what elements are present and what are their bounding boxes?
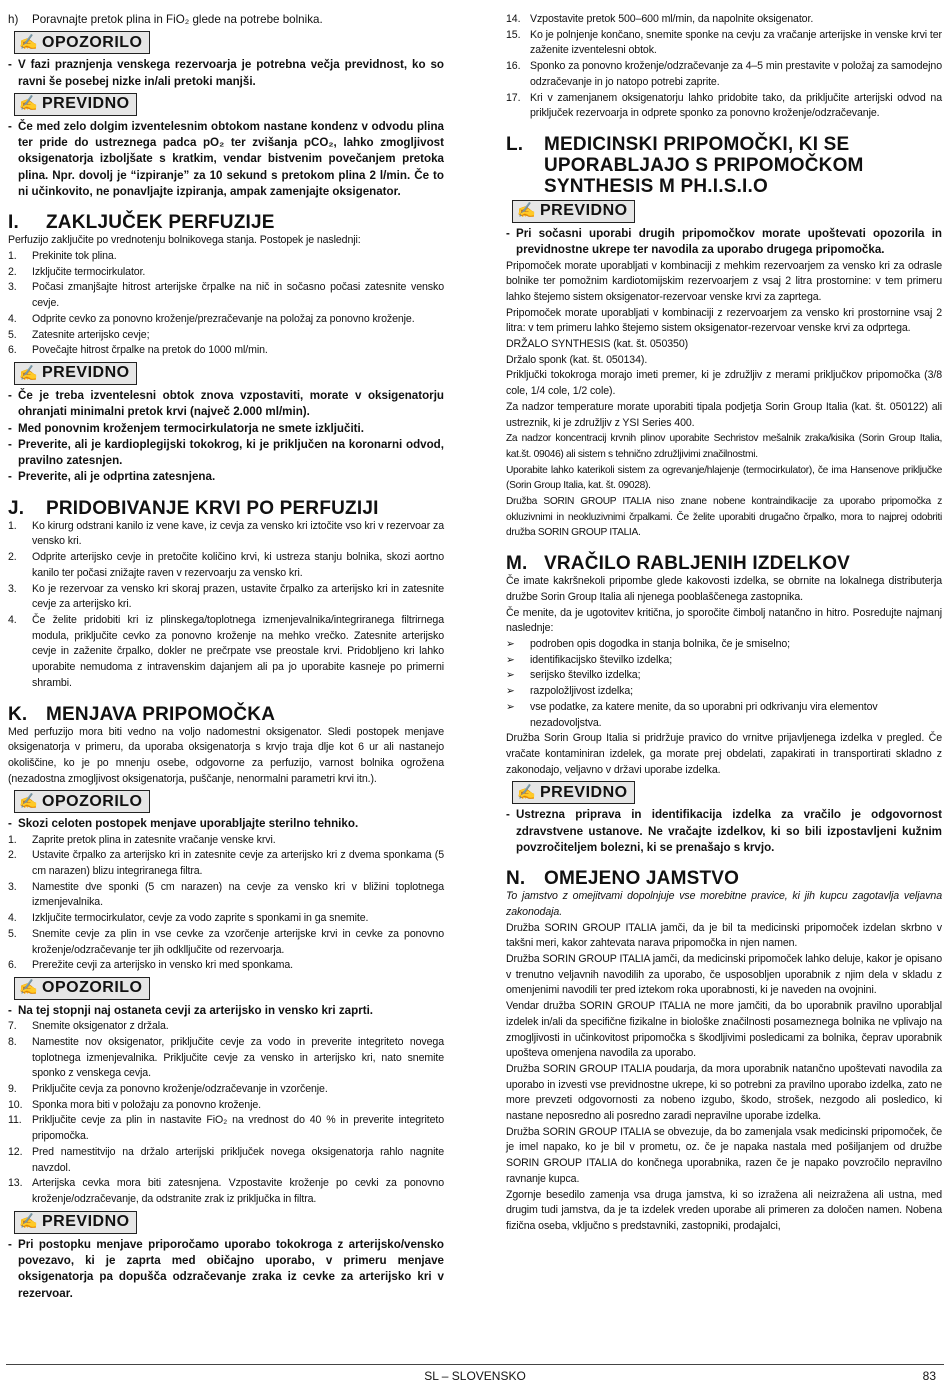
caution-item: - Med ponovnim kroženjem termocirkulatorja ne smete izključiti. (8, 421, 444, 437)
bullet-item (506, 653, 942, 669)
warning-text: V fazi praznjenja venskega rezervoarja je potrebna večja previdnost, ko so ravni še posebej nizke in/ali pretoki manjši. (18, 58, 444, 88)
hand-icon: ✍ (19, 95, 39, 113)
item-number: 1. (8, 519, 17, 532)
page-number: 83 (922, 1369, 936, 1383)
item-text: Počasi zmanjšajte hitrost arterijske črpalke na nič in sočasno počasi zatesnite vensko cevje. (32, 281, 444, 310)
item-text: Zaprite pretok plina in zatesnite vračanje venske krvi. (32, 833, 276, 846)
item-text: Ko je rezervoar za vensko kri skoraj prazen, ustavite črpalko za arterijsko kri in zatesnite cevje za arterijsko kri. (32, 582, 444, 611)
item-text: Izključite termocirkulator. (32, 265, 146, 278)
list-item (8, 1082, 444, 1098)
caution-item: - Pri sočasni uporabi drugih pripomočkov morate upoštevati opozorila in previdnostne ukrepe ter navodila za uporabo drugega pripomočka. (506, 226, 942, 259)
item-number: 4. (8, 912, 17, 925)
section-heading-k: K. MENJAVA PRIPOMOČKA (8, 703, 276, 725)
hand-icon: ✍ (19, 792, 39, 810)
caution-label: PREVIDNO (42, 95, 130, 113)
arrow-bullet-icon: ➢ (506, 700, 515, 713)
item-text: Sponko za ponovno kroženje/odzračevanje za 4–5 min prestavite v položaj za samodejno odzračevanje in jo natopo potrebi zaprite. (530, 60, 942, 88)
item-text: Vzpostavite pretok 500–600 ml/min, da napolnite oksigenator. (530, 13, 814, 25)
item-number: 3. (8, 582, 17, 595)
list-item (8, 1019, 444, 1035)
paragraph: To jamstvo z omejitvami dopolnjuje vse morebitne pravice, ki jih kupcu zagotavlja veljavna zakonodaja. (506, 890, 942, 918)
item-text: Arterijska cevka mora biti zatesnjena. Vzpostavite kroženje po cevki za ponovno kroženje/odzračevanje, da odstranite zrak iz priključka in filtra. (32, 1177, 444, 1205)
item-text: Izključite termocirkulator, cevje za vodo zaprite s sponkami in ga snemite. (32, 912, 369, 925)
list-item (8, 582, 444, 613)
list-item (8, 1035, 444, 1082)
list-item (8, 880, 444, 911)
item-number: 14. (506, 13, 521, 25)
numbered-list (8, 249, 444, 359)
list-item (8, 550, 444, 581)
section-heading-l: L. MEDICINSKI PRIPOMOČKI, KI SE UPORABLJAJO S PRIPOMOČKOM SYNTHESIS M PH.I.S.I.O (506, 133, 864, 197)
paragraph: Družba SORIN GROUP ITALIA poudarja, da mora uporabnik natančno upoštevati navodila za uporabo in izvesti vse previdnostne ukrepe, ki so potrebni za pravilno uporabo izdelka, zato ne more prevzeti odgovornosti za nobeno izgubo, škodo, strošek, nezgodo ali posledico, ki nastane neposredno ali posredno zaradi nepravilne uporabe izdelka. (506, 1062, 942, 1123)
caution-box (512, 200, 635, 223)
list-item (8, 848, 444, 879)
warning-label: OPOZORILO (42, 979, 143, 997)
item-text: Poravnajte pretok plina in FiO₂ glede na potrebe bolnika. (32, 13, 323, 26)
item-text: Povečajte hitrost črpalke na pretok do 1000 ml/min. (32, 344, 268, 357)
item-number: 3. (8, 281, 17, 294)
footer-language: SL – SLOVENSKO (424, 1369, 526, 1383)
bullet-text: serijsko številko izdelka; (530, 669, 641, 682)
paragraph: Družba SORIN GROUP ITALIA niso znane nobene kontraindikacije za uporabo pripomočka z okluzivnimi in neokluzivnimi črpalkami. Če želite uporabiti drugačno črpalko, mora to najprej odobriti družba SORIN GROUP ITALIA. (506, 496, 942, 539)
caution-item: - Preverite, ali je kardioplegijski tokokrog, ki je priključen na koronarni odvod, pravilno zatesnjen. (8, 437, 444, 470)
list-item (8, 249, 444, 265)
numbered-list (8, 519, 444, 692)
arrow-bullet-icon: ➢ (506, 653, 515, 666)
caution-text: Če med zelo dolgim izventelesnim obtokom nastane kondenz v odvodu plina ter pride do ustreznega padca pO₂ ter zvišanja pCO₂, lahko zmogljivost oksigenatorja izboljšate s kratkim, vendar bistvenim povečanjem pretoka plina. Npr. dovolj je “izpiranje” za 10 sekund s pretokom plina 2 l/min. Če to ni učinkovito, ne ponavljajte izpiranja, ampak zamenjajte oksigenator. (18, 119, 444, 199)
paragraph: Pripomoček morate uporabljati v kombinaciji z rezervoarjem za vensko kri prostornine vsaj 2 litra: v tem primeru lahko štejemo sistem oksigenator-rezervoar venske krvi za odprtega. (506, 306, 942, 335)
warning-item: - Skozi celoten postopek menjave uporabljajte sterilno tehniko. (8, 816, 444, 832)
item-text: Ustavite črpalko za arterijsko kri in zatesnite cevje za arterijsko kri z dvema sponkama (5 cm narazen) blizu integriranega filtra. (32, 849, 444, 878)
item-number: 5. (8, 328, 17, 341)
paragraph: Zgornje besedilo zamenja vsa druga jamstva, ki so izražena ali neizražena ali ustna, med drugim tudi jamstva, da je ta izdelek vreden uporabe ali primeren za določen namen. Nobena fizična oseba, vključno s predstavniki, zastopniki, prodajalci, (506, 1188, 942, 1232)
caution-label: PREVIDNO (42, 364, 130, 382)
bullet-list (506, 637, 942, 731)
list-item (8, 1176, 444, 1207)
item-text: Namestite dve sponki (5 cm narazen) na cevje za vensko kri v bližini toplotnega izmenjevalnika. (32, 880, 444, 909)
item-number: 12. (8, 1145, 23, 1158)
item-number: 2. (8, 849, 17, 862)
footer-divider (6, 1364, 944, 1365)
paragraph: Držalo sponk (kat. št. 050134). (506, 353, 648, 366)
list-item (8, 927, 444, 958)
hand-icon: ✍ (19, 364, 39, 382)
caution-box (14, 93, 137, 116)
paragraph: Priključki tokokroga morajo imeti premer, ki je združljiv z merami priključkov pripomočka (3/8 cole, 1/4 cole, 1/2 cole). (506, 369, 942, 398)
item-text: Odprite arterijsko cevje in pretočite količino krvi, ki ustreza stanju bolnika, skozi aortno kanilo ter počasi znižajte raven v rezervoarju za vensko kri. (32, 551, 444, 579)
list-item (8, 328, 444, 344)
caution-item: - Če je treba izventelesni obtok znova vzpostaviti, morate v oksigenatorju ohranjati minimalni pretok krvi (največ 2.000 ml/min). (8, 388, 444, 421)
item-text: Snemite oksigenator z držala. (32, 1020, 169, 1033)
caution-text: Preverite, ali je odprtina zatesnjena. (18, 470, 216, 484)
hand-icon: ✍ (517, 783, 537, 801)
item-number: 16. (506, 60, 521, 73)
caution-box (14, 1211, 137, 1234)
item-text: Sponka mora biti v položaju za ponovno kroženje. (32, 1098, 261, 1111)
item-number: h) (8, 13, 19, 26)
section-intro: Med perfuzijo mora biti vedno na voljo nadomestni oksigenator. Sledi postopek menjave oksigenatorja v primeru, da uporaba oksigenatorja s krvjo traja dlje kot 6 ur ali nastanejo okoliščine, ko je po mnenju osebe, odgovorne za perfuzijo, varnost bolnika ogrožena (nezadostna zmogljivost oksigenatorja, puščanje, nenormalni parametri krvi itn.). (8, 725, 444, 785)
item-number: 6. (8, 959, 17, 972)
item-text: Ko kirurg odstrani kanilo iz vene kave, iz cevja za vensko kri iztočite vso kri v rezervoar za vensko kri. (32, 519, 444, 548)
item-number: 7. (8, 1020, 17, 1033)
paragraph: Uporabite lahko katerikoli sistem za ogrevanje/hlajenje (termocirkulator), če ima Hansenove priključke (Sorin Group Italia, kat. št. 09028). (506, 464, 942, 492)
warning-label: OPOZORILO (42, 792, 143, 810)
right-column (506, 12, 942, 1235)
arrow-bullet-icon: ➢ (506, 637, 515, 650)
caution-text: Med ponovnim kroženjem termocirkulatorja ne smete izključiti. (18, 421, 364, 435)
item-number: 5. (8, 927, 17, 940)
section-heading-i: I. ZAKLJUČEK PERFUZIJE (8, 212, 275, 234)
paragraph: Pripomoček morate uporabljati v kombinaciji z mehkim rezervoarjem za vensko kri za odrasle bolnike ter pomožnim kardiotomijskim rezervoarjem z vsaj 2 litra prostornine: v tem primeru lahko štejemo sistem oksigenator-rezervoar venske krvi za zaprtega. (506, 259, 942, 303)
item-text: Če želite pridobiti kri iz plinskega/toplotnega izmenjevalnika/integriranega filtrirnega modula, priključite cevko za ponovno kroženje na mehko vrečko. Zatesnite arterijsko cevje in zaženite črpalko, dokler ne prečrpate vse preostale krvi. Pridobljeno kri lahko uporabite nemudoma z intravenskim dajanjem ali pa jo uporabite kasneje po primerni shrambi. (32, 614, 444, 689)
item-number: 10. (8, 1098, 23, 1111)
paragraph: Če menite, da je ugotovitev kritična, jo sporočite čimbolj natančno in hitro. Posredujte najmanj naslednje: (506, 606, 942, 635)
warning-text: Na tej stopnji naj ostaneta cevji za arterijsko in vensko kri zaprti. (18, 1003, 374, 1017)
warning-text: Skozi celoten postopek menjave uporabljajte sterilno tehniko. (18, 817, 359, 831)
section-heading-n: N. OMEJENO JAMSTVO (506, 868, 740, 890)
list-item (8, 265, 444, 281)
paragraph: Družba SORIN GROUP ITALIA se obvezuje, da bo zamenjala vsak medicinski pripomoček, če je imel napako, ko je bil v prometu, oz. če je napaka nastala med pošiljanjem od družbe SORIN GROUP ITALIA do končnega uporabnika, razen če je napako povzročilo nepravilno ravnanje kupca. (506, 1125, 942, 1185)
item-text: Odprite cevko za ponovno kroženje/prezračevanje na položaj za ponovno kroženje. (32, 312, 415, 325)
left-column (8, 12, 444, 1302)
arrow-bullet-icon: ➢ (506, 669, 515, 682)
bullet-text: identifikacijsko številko izdelka; (530, 653, 673, 666)
paragraph: Družba SORIN GROUP ITALIA jamči, da je bil ta medicinski pripomoček izdelan skrbno v takšni meri, kakor zahtevata narava pripomočka in njen namen. (506, 921, 942, 950)
caution-text: Ustrezna priprava in identifikacija izdelka za vračilo je odgovornost zdravstvene ustanove. Ne vračajte izdelkov, ki so bili izpostavljeni kužnim povzročiteljem bolezni, ki se prenašajo s krvjo. (516, 808, 942, 854)
caution-label: PREVIDNO (540, 202, 628, 220)
bullet-text: podroben opis dogodka in stanja bolnika, če je smiselno; (530, 637, 791, 650)
list-item (8, 833, 444, 849)
hand-icon: ✍ (19, 979, 39, 997)
item-number: 8. (8, 1035, 17, 1048)
bullet-item (506, 637, 942, 653)
item-text: Prerežite cevji za arterijsko in vensko kri med sponkama. (32, 959, 294, 972)
caution-text: Preverite, ali je kardioplegijski tokokrog, ki je priključen na koronarni odvod, pravilno zatesnjen. (18, 437, 444, 468)
caution-item: - Če med zelo dolgim izventelesnim obtokom nastane kondenz v odvodu plina ter pride do ustreznega padca pO₂ ter zvišanja pCO₂, lahko zmogljivost oksigenatorja izboljšate s kratkim, vendar bistvenim povečanjem pretoka plina. Npr. dovolj je “izpiranje” za 10 sekund s pretokom plina 2 l/min. Če to ni učinkovito, ne ponavljajte izpiranja, ampak zamenjajte oksigenator. (8, 119, 444, 200)
hand-icon: ✍ (517, 202, 537, 220)
paragraph: Družba SORIN GROUP ITALIA jamči, da medicinski pripomoček lahko deluje, kakor je opisano v trenutno veljavnih navodilih za uporabo, če usposobljen uporabnik z njim dela v skladu z omenjenimi navodili ter pred iztekom roka uporabnosti, ki je naveden na ovojnini. (506, 953, 942, 997)
hand-icon: ✍ (19, 33, 39, 51)
warning-box (14, 31, 150, 54)
item-number: 3. (8, 880, 17, 893)
list-item (8, 12, 444, 28)
caution-box (512, 781, 635, 804)
list-item (506, 28, 942, 59)
item-text: Priključite cevje za plin in nastavite FiO₂ na vrednost do 40 % in preverite integriteto pripomočka. (32, 1114, 444, 1143)
warning-box (14, 977, 150, 1000)
section-intro: Perfuzijo zaključite po vrednotenju bolnikovega stanja. Postopek je naslednji: (8, 234, 361, 247)
paragraph: DRŽALO SYNTHESIS (kat. št. 050350) (506, 338, 689, 351)
numbered-list (8, 1019, 444, 1207)
item-text: Prekinite tok plina. (32, 250, 117, 263)
item-text: Zatesnite arterijsko cevje; (32, 328, 150, 341)
caution-item: - Ustrezna priprava in identifikacija izdelka za vračilo je odgovornost zdravstvene ustanove. Ne vračajte izdelkov, ki so bili izpostavljeni kužnim povzročiteljem bolezni, ki se prenašajo s krvjo. (506, 807, 942, 856)
list-item (8, 280, 444, 311)
item-number: 13. (8, 1177, 23, 1190)
item-number: 2. (8, 265, 17, 278)
caution-text: Pri sočasni uporabi drugih pripomočkov morate upoštevati opozorila in previdnostne ukrepe ter navodila za uporabo drugega pripomočka. (516, 226, 942, 257)
caution-item: - Pri postopku menjave priporočamo uporabo tokokroga z arterijsko/vensko povezavo, ki je zaprta med običajno uporabo, v primeru menjave oksigenatorja pa dopušča odzračevanje zraka iz cevke za arterijsko kri v rezervoar. (8, 1237, 444, 1302)
item-number: 1. (8, 250, 17, 263)
paragraph: Družba Sorin Group Italia si pridržuje pravico do vrnitve prijavljenega izdelka v pregled. Če vračate kontaminiran izdelek, ga morate prej obdelati, zapakirati in transportirati skladno z zakonodajo, veljavno v državi uporabe izdelka. (506, 732, 942, 776)
paragraph: Za nadzor koncentracij krvnih plinov uporabite Sechristov mešalnik zraka/kisika (Sorin Group Italia, kat.št. 09046) ali sistem s tehnično združljivimi značilnostmi. (506, 433, 942, 460)
caution-text: Pri postopku menjave priporočamo uporabo tokokroga z arterijsko/vensko povezavo, ki je zaprta med običajno uporabo, v primeru menjave oksigenatorja pa dopušča odzračevanje zraka iz cevke za arterijsko kri v rezervoar. (18, 1237, 444, 1300)
list-item (506, 59, 942, 90)
bullet-item (506, 668, 942, 684)
caution-text: Če je treba izventelesni obtok znova vzpostaviti, morate v oksigenatorju ohranjati minimalni pretok krvi (največ 2.000 ml/min). (18, 389, 444, 419)
item-number: 15. (506, 28, 521, 41)
item-text: Priključite cevja za ponovno kroženje/odzračevanje in vzorčenje. (32, 1083, 328, 1096)
item-number: 4. (8, 614, 17, 626)
caution-label: PREVIDNO (42, 1213, 130, 1231)
list-item (8, 1098, 444, 1114)
list-item (8, 1145, 444, 1176)
caution-list (8, 388, 444, 486)
item-number: 6. (8, 344, 17, 357)
bullet-item (506, 684, 942, 700)
arrow-bullet-icon: ➢ (506, 685, 515, 698)
list-item (8, 958, 444, 974)
list-item (506, 12, 942, 28)
item-text: Pred namestitvijo na držalo arterijski priključek novega oksigenatorja rahlo nagnite navzdol. (32, 1145, 444, 1174)
hand-icon: ✍ (19, 1213, 39, 1231)
caution-item: - Preverite, ali je odprtina zatesnjena. (8, 469, 444, 485)
bullet-text: razpoložljivost izdelka; (530, 685, 633, 698)
paragraph: Vendar družba SORIN GROUP ITALIA ne more jamčiti, da bo uporabnik pravilno uporabljal izdelek in/ali da specifične fizikalne in biološke značilnosti posameznega bolnika ne vplivajo na zmogljivosti in učinkovitost pripomočka s škodljivimi posledicami za bolnika, čeprav uporabnik upošteva omenjena navodila za uporabo. (506, 1000, 942, 1060)
list-item (8, 343, 444, 359)
item-number: 2. (8, 551, 17, 564)
item-text: Snemite cevje za plin in vse cevke za vzorčenje arterijske krvi in cevke za ponovno kroženje/odzračevanje ter jih odklljučite od rezervoarja. (32, 927, 444, 956)
list-item (8, 312, 444, 328)
caution-box (14, 362, 137, 385)
item-number: 11. (8, 1114, 22, 1127)
item-number: 17. (506, 91, 521, 104)
paragraph: Če imate kakršnekoli pripombe glede kakovosti izdelka, se obrnite na lokalnega distributerja družbe Sorin Group Italia ali njenega pooblaščenega zastopnika. (506, 575, 942, 603)
list-item (8, 911, 444, 927)
list-item (8, 613, 444, 692)
section-heading-j: J. PRIDOBIVANJE KRVI PO PERFUZIJI (8, 497, 379, 519)
item-text: Namestite nov oksigenator, priključite cevje za vodo in preverite integriteto novega toplotnega izmenjevalnika. Priključite cevje za vensko in arterijsko kri, nato snemite sponko z venskega cevja. (32, 1035, 444, 1080)
paragraph: Za nadzor temperature morate uporabiti tipala podjetja Sorin Group Italia (kat. št. 050122) ali ustreznik, ki je združljiv z YSI Series 400. (506, 400, 942, 429)
item-number: 4. (8, 312, 17, 325)
numbered-list (8, 833, 444, 974)
section-heading-m: M. VRAČILO RABLJENIH IZDELKOV (506, 553, 851, 575)
bullet-text: vse podatke, za katere menite, da so uporabni pri odkrivanju vira elementov nezadovoljstva. (530, 700, 878, 729)
list-item (506, 91, 942, 122)
item-text: Kri v zamenjanem oksigenatorju lahko pridobite tako, da priključite arterijski odvod na priključek rezervoarja in odprete sponko za ponovno kroženje/odzračevanje. (530, 91, 942, 120)
warning-label: OPOZORILO (42, 33, 143, 51)
item-number: 9. (8, 1083, 17, 1096)
bullet-item (506, 700, 942, 731)
warning-item: - Na tej stopnji naj ostaneta cevji za arterijsko in vensko kri zaprti. (8, 1003, 444, 1019)
item-number: 1. (8, 833, 17, 846)
warning-box (14, 790, 150, 813)
list-item (8, 519, 444, 550)
caution-label: PREVIDNO (540, 783, 628, 801)
numbered-list (506, 12, 942, 122)
list-item (8, 1113, 444, 1144)
item-text: Ko je polnjenje končano, snemite sponke na cevju za vračanje arterijske in venske krvi ter zaženite izventelesni obtok. (530, 28, 942, 57)
warning-item: - V fazi praznjenja venskega rezervoarja je potrebna večja previdnost, ko so ravni še posebej nizke in/ali pretoki manjši. (8, 57, 444, 90)
